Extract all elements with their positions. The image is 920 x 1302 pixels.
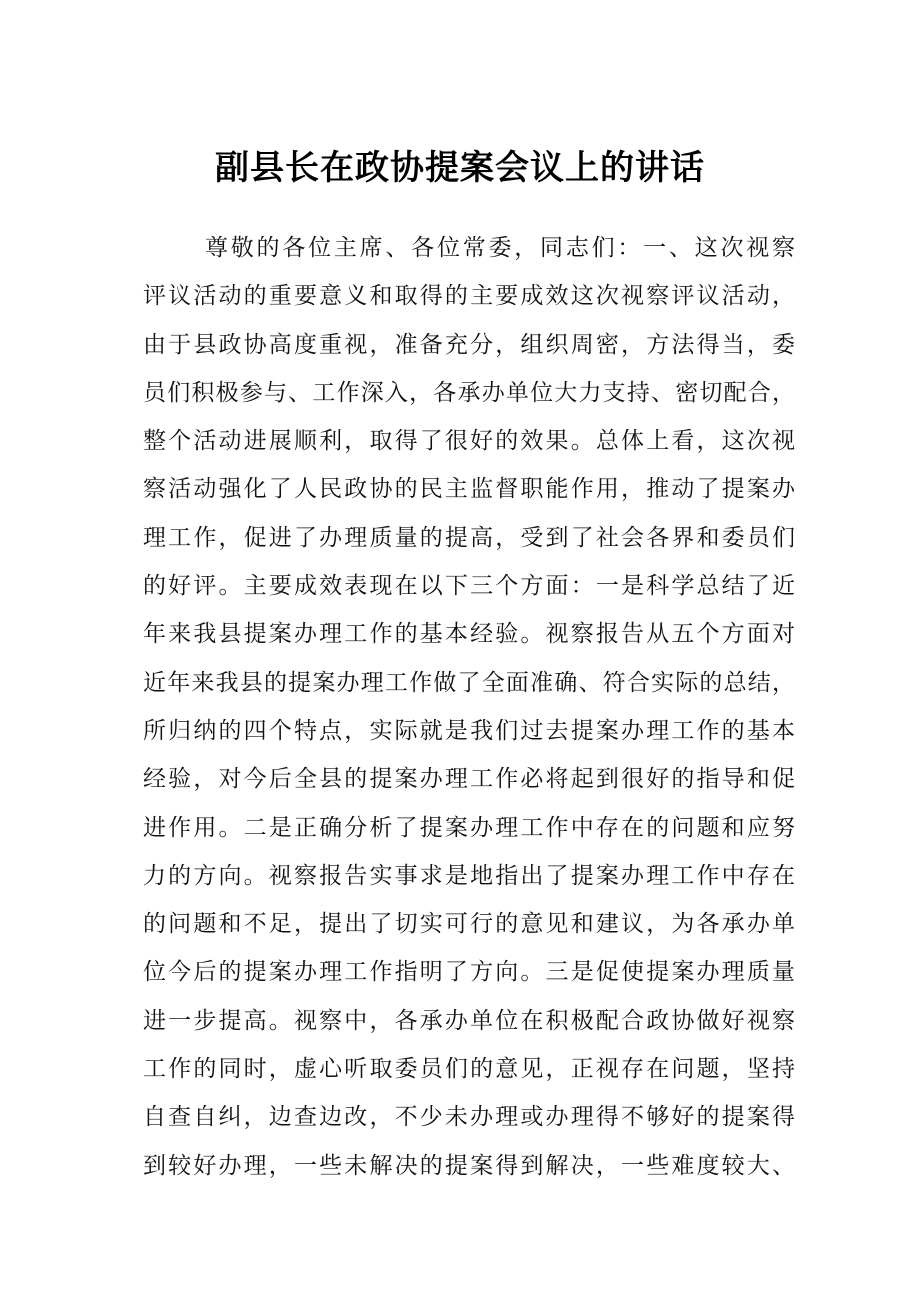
body-line: 年来我县提案办理工作的基本经验。视察报告从五个方面对 [143, 621, 795, 648]
body-line: 到较好办理，一些未解决的提案得到解决，一些难度较大、 [143, 1152, 795, 1179]
body-line: 员们积极参与、工作深入，各承办单位大力支持、密切配合， [143, 379, 795, 406]
body-line: 由于县政协高度重视，准备充分，组织周密，方法得当，委 [143, 331, 795, 358]
body-line: 经验，对今后全县的提案办理工作必将起到很好的指导和促 [143, 766, 795, 793]
body-line: 评议活动的重要意义和取得的主要成效这次视察评议活动， [143, 283, 795, 310]
body-line: 整个活动进展顺利，取得了很好的效果。总体上看，这次视 [143, 428, 795, 455]
body-line: 力的方向。视察报告实事求是地指出了提案办理工作中存在 [143, 862, 795, 889]
body-line: 工作的同时，虚心听取委员们的意见，正视存在问题，坚持 [143, 1056, 795, 1083]
body-line: 的好评。主要成效表现在以下三个方面：一是科学总结了近 [143, 573, 795, 600]
body-line: 进作用。二是正确分析了提案办理工作中存在的问题和应努 [143, 814, 795, 841]
document-title: 副县长在政协提案会议上的讲话 [215, 148, 705, 188]
body-line: 所归纳的四个特点，实际就是我们过去提案办理工作的基本 [143, 717, 795, 744]
body-line: 的问题和不足，提出了切实可行的意见和建议，为各承办单 [143, 911, 795, 938]
body-line: 尊敬的各位主席、各位常委，同志们：一、这次视察 [205, 235, 795, 261]
body-line: 理工作，促进了办理质量的提高，受到了社会各界和委员们 [143, 524, 795, 551]
body-line: 位今后的提案办理工作指明了方向。三是促使提案办理质量 [143, 959, 795, 986]
body-line: 近年来我县的提案办理工作做了全面准确、符合实际的总结， [143, 669, 795, 696]
document-body [143, 224, 795, 1190]
body-line: 进一步提高。视察中，各承办单位在积极配合政协做好视察 [143, 1007, 795, 1034]
body-line: 察活动强化了人民政协的民主监督职能作用，推动了提案办 [143, 476, 795, 503]
body-line: 自查自纠，边查边改，不少未办理或办理得不够好的提案得 [143, 1104, 795, 1131]
